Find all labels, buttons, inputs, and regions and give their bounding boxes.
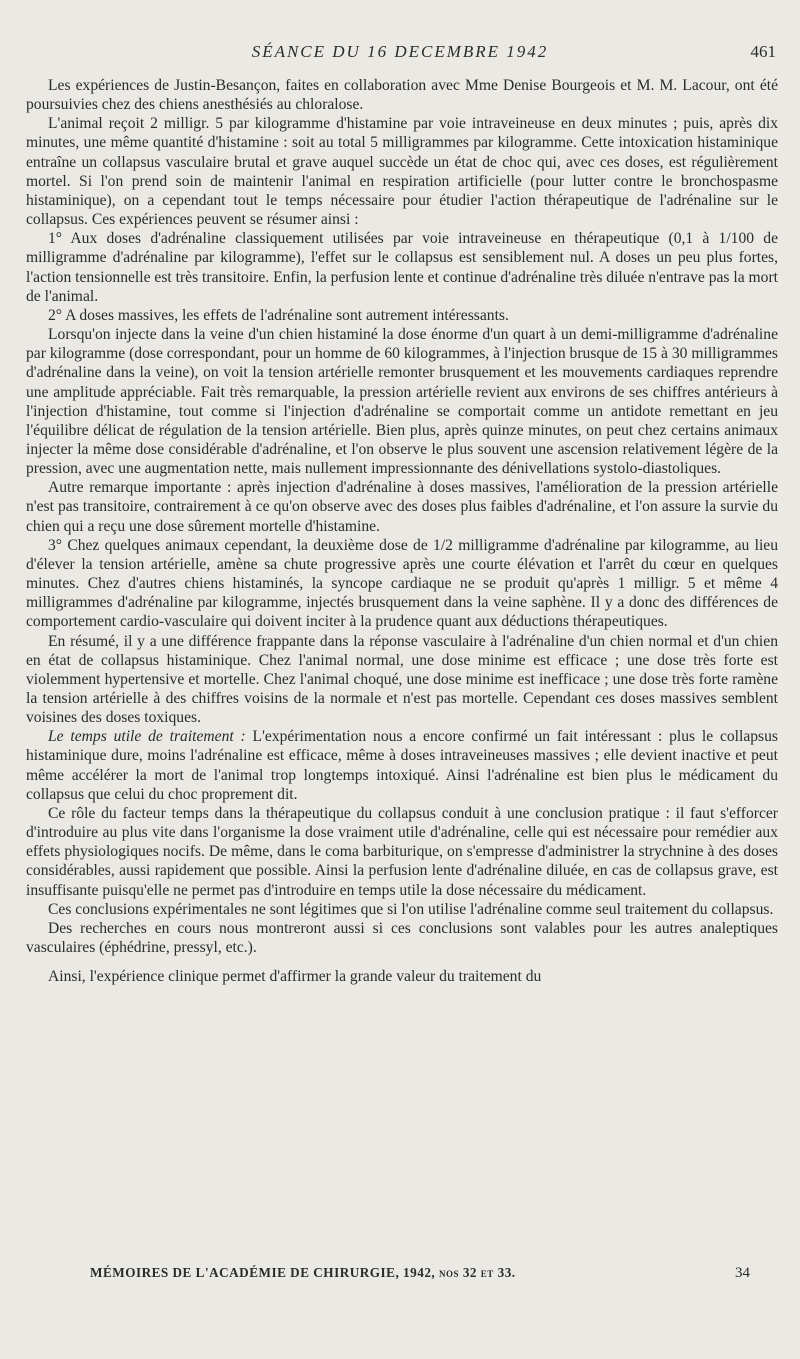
paragraph: 2° A doses massives, les effets de l'adrénaline sont autrement intéressants. [48, 306, 509, 324]
paragraph: 3° Chez quelques animaux cependant, la deuxième dose de 1/2 milligramme d'adrénaline par kilogramme, au lieu d'élever la tension artérielle, amène sa chute progressive après une courte élévation et l'arrêt du cœur en quelques minutes. Chez d'autres chiens histaminés, la syncope cardiaque ne se produit qu'après 1 milligr. 5 et même 4 milligrammes d'adrénaline par kilogramme, injectés brusquement dans la veine saphène. Il y a donc des différences de comportement cardio-vasculaire qui doivent inciter à la prudence quant aux déductions thérapeutiques. [26, 536, 778, 631]
paragraph: Les expériences de Justin-Besançon, faites en collaboration avec Mme Denise Bourgeois et M. M. Lacour, ont été poursuivies chez des chiens anesthésiés au chloralose. [26, 77, 778, 114]
paragraph: Ainsi, l'expérience clinique permet d'affirmer la grande valeur du traitement du [48, 968, 542, 986]
italic-lead: Le temps utile de traitement : [48, 728, 246, 746]
footer [90, 1265, 750, 1287]
paragraph: 1° Aux doses d'adrénaline classiquement utilisées par voie intraveineuse en thérapeutique (0,1 à 1/100 de milligramme d'adrénaline par kilogramme), l'effet sur le collapsus est sensiblement nul. A doses un peu plus fortes, l'action tensionnelle est très transitoire. Enfin, la perfusion lente et continue d'adrénaline très diluée n'entrave pas la mort de l'animal. [26, 230, 778, 305]
paragraph: Ces conclusions expérimentales ne sont légitimes que si l'on utilise l'adrénaline comme seul traitement du collapsus. [48, 900, 774, 918]
page-number: 461 [750, 42, 776, 61]
footer-citation: MÉMOIRES DE L'ACADÉMIE DE CHIRURGIE, 1942, nos 32 et 33. [90, 1265, 516, 1280]
running-title: SÉANCE DU 16 DECEMBRE 1942 [251, 42, 549, 61]
paragraph: Autre remarque importante : après injection d'adrénaline à doses massives, l'amélioration de la pression artérielle n'est pas transitoire, contrairement à ce qu'on observe avec des doses plus faibles d'adrénaline, et l'on assure la survie du chien qui a reçu une dose sûrement mortelle d'histamine. [26, 479, 778, 535]
signature-mark: 34 [735, 1265, 750, 1281]
running-head [0, 40, 800, 66]
paragraph: Lorsqu'on injecte dans la veine d'un chien histaminé la dose énorme d'un quart à un demi-milligramme d'adrénaline par kilogramme (dose correspondant, pour un homme de 60 kilogrammes, à l'injection brusque de 15 à 30 milligrammes d'adrénaline dans la veine), on voit la tension artérielle remonter brusquement et les mouvements cardiaques reprendre une amplitude appréciable. Fait très remarquable, la pression artérielle revient aux environs de ses chiffres antérieurs à l'injection d'histamine, tout comme si l'injection d'adrénaline se comportait comme un antidote remettant en jeu l'équilibre délicat de régulation de la tension artérielle. Bien plus, après quinze minutes, on peut chez certains animaux injecter la même dose considérable d'adrénaline, et l'on observe le plus souvent une ascension relativement légère de la pression, avec une augmentation nette, mais nullement impressionnante des dénivellations systolo-diastoliques. [26, 326, 778, 478]
paragraph: Ce rôle du facteur temps dans la thérapeutique du collapsus conduit à une conclusion pratique : il faut s'efforcer d'introduire au plus vite dans l'organisme la dose vraiment utile d'adrénaline, celle qui est nécessaire pour remédier aux effets physiologiques nocifs. De même, dans le coma barbiturique, on s'empresse d'administrer la strychnine à des doses considérables, aussi rapidement que possible. Ainsi la perfusion lente d'adrénaline diluée, en cas de collapsus grave, est insuffisante puisqu'elle ne permet pas d'introduire en temps utile la dose nécessaire du médicament. [26, 804, 778, 899]
paragraph: En résumé, il y a une différence frappante dans la réponse vasculaire à l'adrénaline d'un chien normal et d'un chien en état de collapsus histaminique. Chez l'animal normal, une dose minime est efficace ; une dose très forte est violemment hypertensive et mortelle. Chez l'animal choqué, une dose minime est inefficace ; une dose très forte ramène la tension artérielle à des chiffres voisins de la normale et n'est pas mortelle. Cependant ces doses massives semblent voisines des doses toxiques. [26, 632, 778, 727]
paragraph: Des recherches en cours nous montreront aussi si ces conclusions sont valables pour les autres analeptiques vasculaires (éphédrine, pressyl, etc.). [26, 919, 778, 957]
paragraph-temps-utile [26, 727, 778, 804]
paragraph-rest: L'expérimentation nous a encore confirmé un fait intéressant : plus le collapsus histaminique dure, moins l'adrénaline est efficace, même à doses intraveineuses massives ; elle devient inactive et peut même accélérer la mort de l'animal trop longtemps intoxiqué. Ainsi l'adrénaline est bien plus le médicament du collapsus que celui du choc proprement dit. [26, 728, 778, 803]
body-text [26, 76, 778, 986]
paragraph: L'animal reçoit 2 milligr. 5 par kilogramme d'histamine par voie intraveineuse en deux minutes ; puis, après dix minutes, une même quantité d'histamine : soit au total 5 milligrammes par kilogramme. Cette intoxication histaminique entraîne un collapsus vasculaire brutal et grave auquel succède un état de choc qui, avec ces doses, est régulièrement mortel. Si l'on prend soin de maintenir l'animal en respiration artificielle (pour lutter contre le bronchospasme histaminique), on a cependant tout le temps nécessaire pour étudier l'action thérapeutique de l'adrénaline sur le collapsus. Ces expériences peuvent se résumer ainsi : [26, 115, 778, 229]
